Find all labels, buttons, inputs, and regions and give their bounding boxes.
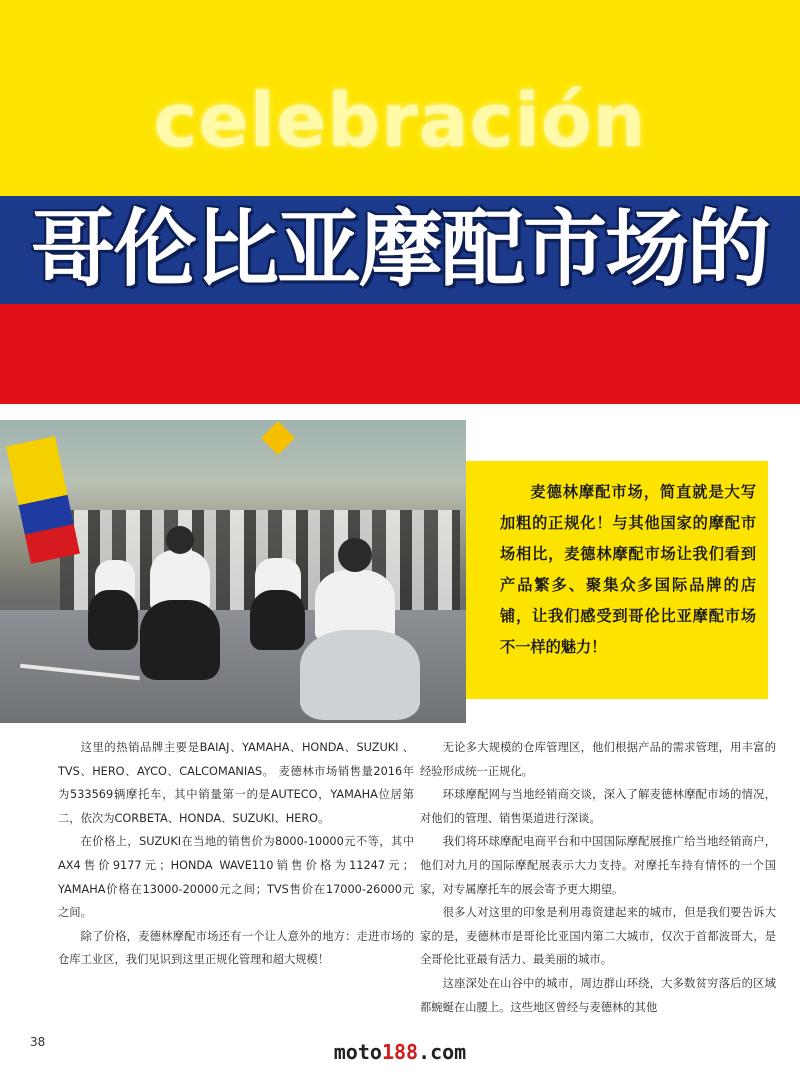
body-paragraph: 这里的热销品牌主要是BAIAJ、YAMAHA、HONDA、SUZUKI 、TVS、HERO、AYCO、CALCOMANIAS。 麦德林市场销售量2016年为533569辆摩托车，其中销量第一的是AUTECO，YAMAHA位居第二，依次为CORBETA、HONDA、SUZUKI、HERO。 [58, 741, 414, 825]
body-paragraph: 我们将环球摩配电商平台和中国国际摩配展推广给当地经销商户，他们对九月的国际摩配展表示大力支持。对摩托车持有情怀的一个国家，对专属摩托车的展会寄予更大期望。 [420, 835, 776, 896]
script-title: celebración [153, 78, 647, 164]
motorcycle-parade-photo [0, 420, 466, 723]
photo-helmet [166, 526, 194, 554]
site-watermark[interactable] [0, 1040, 800, 1064]
callout-text: 麦德林摩配市场，简直就是大写加粗的正规化！与其他国家的摩配市场相比，麦德林摩配市场让我们看到产品繁多、聚集众多国际品牌的店铺，让我们感受到哥伦比亚摩配市场不一样的魅力！ [500, 483, 756, 656]
body-paragraph: 无论多大规模的仓库管理区，他们根据产品的需求管理，用丰富的经验形成统一正规化。 [420, 741, 776, 778]
photo-motorcycle [140, 600, 220, 680]
photo-motorcycle [300, 630, 420, 720]
body-paragraph: 很多人对这里的印象是利用毒资建起来的城市，但是我们要告诉大家的是，麦德林市是哥伦比亚国内第二大城市，仅次于首都波哥大，是全哥伦比亚最有活力、最美丽的城市。 [420, 906, 776, 967]
site-suffix: .com [418, 1040, 467, 1064]
photo-motorcycle [250, 590, 305, 650]
site-number: 188 [381, 1040, 419, 1064]
body-paragraph: 除了价格，麦德林摩配市场还有一个让人意外的地方：走进市场的仓库工业区，我们见识到这里正规化管理和超大规模！ [58, 929, 414, 967]
body-column-left [58, 736, 414, 972]
page-title: 哥伦比亚摩配市场的 [30, 200, 769, 298]
site-prefix: moto [333, 1040, 382, 1064]
page-number: 38 [30, 1035, 46, 1049]
callout-box [466, 461, 768, 699]
body-paragraph: 这座深处在山谷中的城市，周边群山环绕，大多数贫穷落后的区域都蜿蜒在山腰上。这些地区曾经与麦德林的其他 [420, 976, 776, 1014]
colombia-flag-icon [6, 436, 80, 564]
photo-motorcycle [88, 590, 138, 650]
body-paragraph: 在价格上，SUZUKI在当地的销售价为8000-10000元不等，其中AX4售价9177元；HONDA WAVE110销售价格为11247元； YAMAHA价格在13000-20000元之间；TVS售价在17000-26000元之间。 [58, 835, 414, 920]
photo-helmet [338, 538, 372, 572]
body-column-right [420, 736, 776, 1019]
header-red-band [0, 304, 800, 404]
road-sign-icon [261, 421, 295, 455]
body-paragraph: 环球摩配网与当地经销商交谈，深入了解麦德林摩配市场的情况，对他们的管理、销售渠道进行深谈。 [420, 788, 776, 825]
